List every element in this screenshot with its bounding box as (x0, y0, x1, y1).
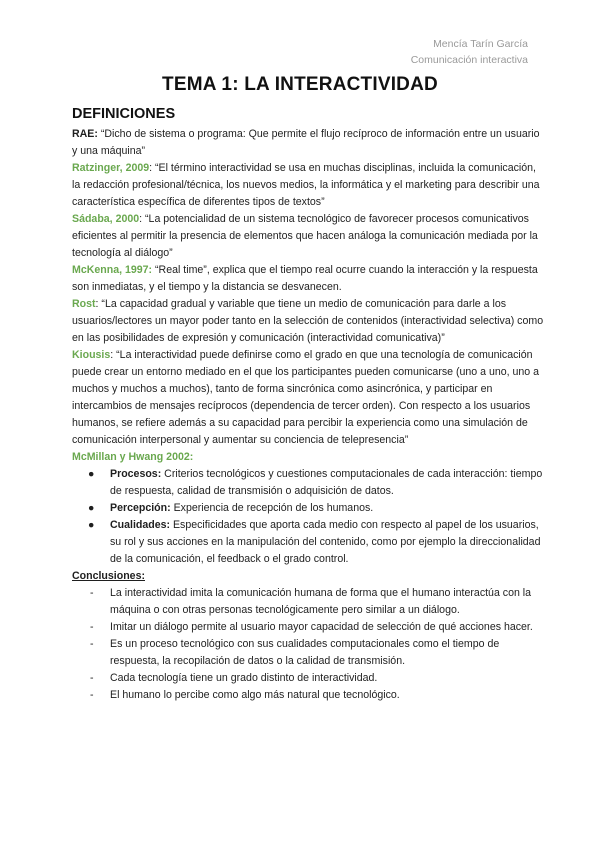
conclusions-list (72, 585, 546, 704)
bullet-icon: ● (88, 519, 95, 531)
definition-text: “Real time”, explica que el tiempo real ocurre cuando la interacción y la respuesta son inmediatas, y el tiempo y la distancia se desvanecen. (72, 264, 538, 293)
list-item (72, 500, 546, 517)
definition-rost (72, 296, 546, 347)
item-text: Imitar un diálogo permite al usuario mayor capacidad de selección de qué acciones hacer. (110, 621, 533, 633)
item-text: Experiencia de recepción de los humanos. (170, 502, 374, 514)
list-item (72, 619, 546, 636)
mcmillan-heading: McMillan y Hwang 2002: (72, 451, 194, 463)
definition-mckenna (72, 262, 546, 296)
definition-text: : “La capacidad gradual y variable que tiene un medio de comunicación para darle a los usuarios/lectores un mayor poder tanto en la selección de contenidos (interactividad selectiva) como en las posibilidades de expresión y comunicación (interactividad comunicativa)” (72, 298, 544, 344)
mcmillan-list (72, 466, 546, 568)
dash-icon: - (90, 587, 94, 599)
dash-icon: - (90, 621, 94, 633)
item-text: Cada tecnología tiene un grado distinto de interactividad. (110, 672, 378, 684)
header-subject: Comunicación interactiva (410, 54, 528, 66)
page-title: TEMA 1: LA INTERACTIVIDAD (162, 74, 438, 95)
list-item (72, 687, 546, 704)
item-text: Especificidades que aporta cada medio con respecto al papel de los usuarios, su rol y sus acciones en la manipulación del contenido, como por ejemplo la direccionalidad de la comunicación, el feedback o el grado control. (110, 519, 541, 565)
list-item (72, 636, 546, 670)
definition-author: Ratzinger, 2009 (72, 162, 150, 174)
definition-text: “Dicho de sistema o programa: Que permite el flujo recíproco de información entre un usuario y una máquina” (72, 128, 540, 157)
item-text: El humano lo percibe como algo más natural que tecnológico. (110, 689, 400, 701)
item-text: Es un proceso tecnológico con sus cualidades computacionales como el tiempo de respuesta, la recopilación de datos o la calidad de transmisión. (110, 638, 500, 667)
bullet-icon: ● (88, 468, 95, 480)
header-author: Mencía Tarín García (433, 38, 528, 50)
list-item (72, 517, 546, 568)
definition-ratzinger (72, 160, 546, 211)
dash-icon: - (90, 689, 94, 701)
definition-rae (72, 126, 546, 160)
section-heading: DEFINICIONES (72, 106, 176, 122)
definition-author: RAE: (72, 128, 98, 140)
definition-sadaba (72, 211, 546, 262)
list-item (72, 585, 546, 619)
item-term: Procesos: (110, 468, 162, 480)
definition-author: Rost (72, 298, 96, 310)
item-text: Criterios tecnológicos y cuestiones computacionales de cada interacción: tiempo de respuesta, calidad de transmisión o adquisición de datos. (110, 468, 543, 497)
definition-author: Kiousis (72, 349, 111, 361)
list-item (72, 466, 546, 500)
definition-text: : “La interactividad puede definirse como el grado en que una tecnología de comunicación puede crear un entorno mediado en el que los participantes pueden comunicarse (uno a uno, uno a muchos y muchos a muchos), tanto de forma sincrónica como asincrónica, y participar en intercambios de mensajes recíprocos (dependencia de tercer orden). Con respecto a los usuarios humanos, se refiere además a su capacidad para percibir la experiencia como una simulación de comunicación interpersonal y aumentar su conciencia de telepresencia” (72, 349, 540, 446)
dash-icon: - (90, 672, 94, 684)
item-term: Percepción: (110, 502, 171, 514)
definition-text: : “El término interactividad se usa en muchas disciplinas, incluida la comunicación, la redacción profesional/técnica, los nuevos medios, la informática y el marketing para describir una característica específica de diferentes tipos de textos” (72, 162, 540, 208)
conclusions-heading: Conclusiones: (72, 570, 145, 582)
page-header (411, 36, 528, 68)
bullet-icon: ● (88, 502, 95, 514)
item-text: La interactividad imita la comunicación humana de forma que el humano interactúa con la máquina o con otras personas tecnológicamente pero similar a un diálogo. (110, 587, 532, 616)
document-body (72, 104, 546, 704)
definition-text: : “La potencialidad de un sistema tecnológico de favorecer procesos comunicativos eficientes al permitir la presencia de elementos que hacen análoga la comunicación mediada por la tecnología al diálogo” (72, 213, 538, 259)
dash-icon: - (90, 638, 94, 650)
list-item (72, 670, 546, 687)
definition-author: Sádaba, 2000 (72, 213, 140, 225)
item-term: Cualidades: (110, 519, 171, 531)
definition-author: McKenna, 1997: (72, 264, 153, 276)
definition-kiousis (72, 347, 546, 449)
